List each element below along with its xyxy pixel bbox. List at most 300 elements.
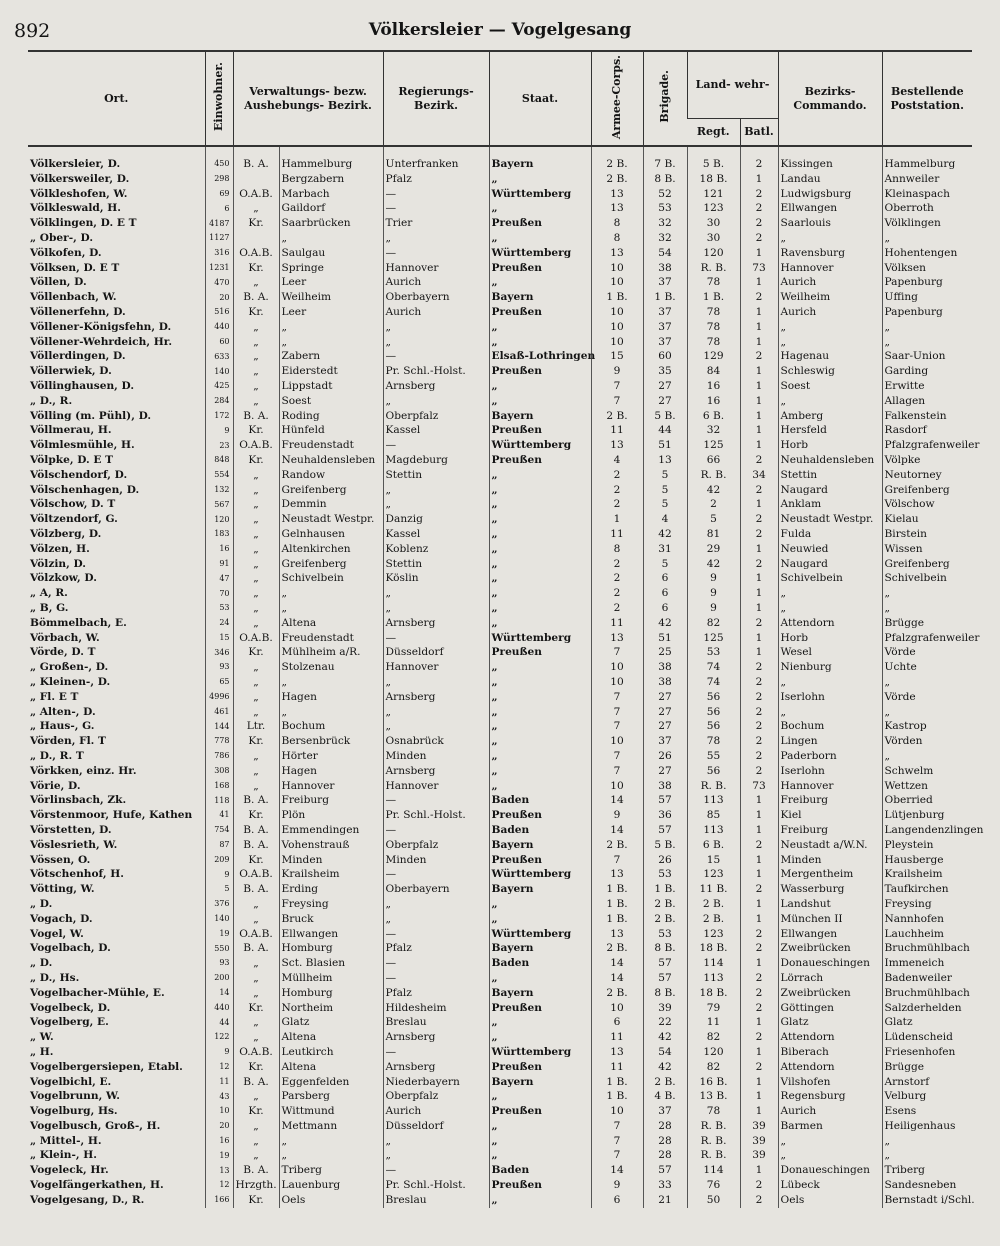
header-regt: Regt. — [687, 119, 740, 147]
cell-batl: 39 — [740, 1134, 778, 1149]
cell-staat: Preußen — [489, 1000, 591, 1015]
cell-ort: Vogeleck, Hr. — [30, 1164, 109, 1177]
cell-amt: B. A. — [233, 409, 279, 424]
cell-regierung: Aurich — [383, 275, 489, 290]
cell-brigade: 27 — [643, 394, 687, 409]
cell-regierung: — — [383, 926, 489, 941]
cell-post: „ — [882, 1148, 972, 1163]
cell-bezirk: Lippstadt — [279, 379, 383, 394]
cell-batl: 2 — [740, 882, 778, 897]
cell-armee: 10 — [591, 734, 643, 749]
cell-commando: „ — [778, 675, 882, 690]
cell-batl: 2 — [740, 146, 778, 172]
cell-staat: Baden — [489, 956, 591, 971]
cell-regierung: Minden — [383, 852, 489, 867]
table-row — [28, 719, 972, 734]
cell-ort: Völkleswald, H. — [30, 202, 121, 215]
cell-armee: 2 B. — [591, 941, 643, 956]
cell-batl: 2 — [740, 1193, 778, 1208]
cell-commando: Ravensburg — [778, 246, 882, 261]
cell-staat: Preußen — [489, 423, 591, 438]
cell-ort: Völschow, D. T — [30, 498, 116, 511]
cell-post: Greifenberg — [882, 557, 972, 572]
table-row — [28, 1163, 972, 1178]
header-armee: Armee-Corps. — [591, 51, 643, 146]
cell-amt: B. A. — [233, 941, 279, 956]
cell-amt: O.A.B. — [233, 187, 279, 202]
cell-post: Annweiler — [882, 172, 972, 187]
cell-einwohner: 23 — [205, 438, 233, 453]
cell-commando: Weilheim — [778, 290, 882, 305]
table-row — [28, 438, 972, 453]
cell-regt: 6 B. — [687, 409, 740, 424]
cell-ort: „ Mittel-, H. — [30, 1134, 102, 1147]
cell-staat: „ — [489, 275, 591, 290]
cell-einwohner: 15 — [205, 631, 233, 646]
cell-batl: 1 — [740, 409, 778, 424]
cell-staat: „ — [489, 719, 591, 734]
cell-einwohner: 470 — [205, 275, 233, 290]
cell-armee: 2 — [591, 571, 643, 586]
cell-batl: 1 — [740, 305, 778, 320]
cell-amt: „ — [233, 349, 279, 364]
cell-brigade: 13 — [643, 453, 687, 468]
cell-staat: Preußen — [489, 1104, 591, 1119]
cell-amt: „ — [233, 690, 279, 705]
cell-armee: 4 — [591, 453, 643, 468]
cell-ort: „ Ober-, D. — [30, 232, 94, 245]
cell-amt: O.A.B. — [233, 1045, 279, 1060]
cell-staat: „ — [489, 1089, 591, 1104]
cell-armee: 11 — [591, 423, 643, 438]
cell-ort: Vörbach, W. — [30, 631, 100, 644]
cell-armee: 7 — [591, 852, 643, 867]
cell-einwohner: 19 — [205, 1148, 233, 1163]
cell-einwohner: 440 — [205, 320, 233, 335]
cell-bezirk: Freudenstadt — [279, 631, 383, 646]
cell-armee: 10 — [591, 261, 643, 276]
cell-ort: Vössen, O. — [30, 853, 91, 866]
cell-commando: „ — [778, 320, 882, 335]
cell-regt: 6 B. — [687, 838, 740, 853]
cell-einwohner: 316 — [205, 246, 233, 261]
cell-bezirk: Randow — [279, 468, 383, 483]
cell-post: „ — [882, 749, 972, 764]
cell-armee: 2 B. — [591, 146, 643, 172]
cell-batl: 2 — [740, 749, 778, 764]
cell-regierung: Trier — [383, 216, 489, 231]
table-row — [28, 409, 972, 424]
table-row — [28, 231, 972, 246]
cell-regierung: „ — [383, 497, 489, 512]
cell-einwohner: 554 — [205, 468, 233, 483]
cell-post: Bruchmühlbach — [882, 986, 972, 1001]
cell-amt: „ — [233, 320, 279, 335]
table-row — [28, 1178, 972, 1193]
table-row — [28, 1104, 972, 1119]
cell-bezirk: Freudenstadt — [279, 438, 383, 453]
cell-post: Bernstadt i/Schl. — [882, 1193, 972, 1208]
cell-bezirk: Gaildorf — [279, 201, 383, 216]
cell-brigade: 33 — [643, 1178, 687, 1193]
cell-ort: Vörstetten, D. — [30, 823, 112, 836]
cell-ort: „ D., Hs. — [30, 971, 80, 984]
cell-bezirk: Hannover — [279, 778, 383, 793]
cell-amt — [233, 172, 279, 187]
cell-armee: 10 — [591, 1000, 643, 1015]
table-row — [28, 793, 972, 808]
cell-staat: „ — [489, 201, 591, 216]
cell-staat: „ — [489, 231, 591, 246]
cell-bezirk: Saulgau — [279, 246, 383, 261]
cell-regt: 81 — [687, 527, 740, 542]
cell-batl: 1 — [740, 275, 778, 290]
cell-post: „ — [882, 335, 972, 350]
cell-bezirk: Freysing — [279, 897, 383, 912]
cell-brigade: 37 — [643, 305, 687, 320]
cell-ort: „ H. — [30, 1045, 54, 1058]
cell-regierung: Pfalz — [383, 941, 489, 956]
cell-staat: Württemberg — [489, 246, 591, 261]
cell-staat: Bayern — [489, 146, 591, 172]
table-row — [28, 749, 972, 764]
cell-amt: „ — [233, 512, 279, 527]
cell-armee: 1 — [591, 512, 643, 527]
cell-ort: „ Fl. E T — [30, 690, 79, 703]
cell-brigade: 52 — [643, 187, 687, 202]
cell-regt: 74 — [687, 675, 740, 690]
cell-ort: Völlen, D. — [30, 276, 87, 289]
cell-post: Völschow — [882, 497, 972, 512]
cell-batl: 2 — [740, 187, 778, 202]
cell-armee: 6 — [591, 1015, 643, 1030]
cell-brigade: 27 — [643, 764, 687, 779]
header-bezirks: Bezirks- Commando. — [778, 51, 882, 146]
cell-einwohner: 346 — [205, 645, 233, 660]
cell-amt: O.A.B. — [233, 867, 279, 882]
cell-regierung: — — [383, 1045, 489, 1060]
cell-ort: „ D., R. — [30, 394, 73, 407]
cell-post: Krailsheim — [882, 867, 972, 882]
cell-batl: 73 — [740, 778, 778, 793]
cell-regt: 30 — [687, 216, 740, 231]
cell-regierung: Pfalz — [383, 986, 489, 1001]
cell-batl: 1 — [740, 852, 778, 867]
cell-regt: 32 — [687, 423, 740, 438]
cell-amt: „ — [233, 557, 279, 572]
cell-regierung: — — [383, 793, 489, 808]
cell-ort: Völmlesmühle, H. — [30, 439, 135, 452]
cell-brigade: 6 — [643, 601, 687, 616]
cell-brigade: 38 — [643, 660, 687, 675]
cell-brigade: 27 — [643, 690, 687, 705]
cell-post: Schwelm — [882, 764, 972, 779]
cell-einwohner: 9 — [205, 867, 233, 882]
cell-regierung: — — [383, 1163, 489, 1178]
cell-armee: 10 — [591, 305, 643, 320]
cell-commando: Freiburg — [778, 793, 882, 808]
cell-einwohner: 20 — [205, 290, 233, 305]
cell-batl: 2 — [740, 616, 778, 631]
cell-batl: 2 — [740, 986, 778, 1001]
cell-armee: 8 — [591, 216, 643, 231]
cell-brigade: 27 — [643, 719, 687, 734]
table-row — [28, 305, 972, 320]
cell-batl: 2 — [740, 704, 778, 719]
cell-amt: Kr. — [233, 453, 279, 468]
cell-bezirk: Oels — [279, 1193, 383, 1208]
table-row — [28, 897, 972, 912]
cell-ort: Völlinghausen, D. — [30, 380, 135, 393]
cell-commando: „ — [778, 335, 882, 350]
cell-batl: 1 — [740, 1104, 778, 1119]
cell-armee: 7 — [591, 704, 643, 719]
cell-commando: Aurich — [778, 1104, 882, 1119]
cell-batl: 2 — [740, 557, 778, 572]
cell-bezirk: Zabern — [279, 349, 383, 364]
header-verwaltung: Verwaltungs- bezw. Aushebungs- Bezirk. — [233, 51, 383, 146]
cell-ort: Völkofen, D. — [30, 246, 102, 259]
cell-regierung: „ — [383, 912, 489, 927]
table-row — [28, 216, 972, 231]
cell-einwohner: 550 — [205, 941, 233, 956]
cell-commando: Donaueschingen — [778, 956, 882, 971]
cell-staat: Bayern — [489, 838, 591, 853]
cell-brigade: 21 — [643, 1193, 687, 1208]
cell-einwohner: 12 — [205, 1178, 233, 1193]
cell-bezirk: Roding — [279, 409, 383, 424]
cell-regt: 29 — [687, 542, 740, 557]
cell-regierung: „ — [383, 897, 489, 912]
cell-batl: 1 — [740, 335, 778, 350]
cell-armee: 1 B. — [591, 1074, 643, 1089]
cell-regierung: Hannover — [383, 660, 489, 675]
cell-regierung: „ — [383, 704, 489, 719]
cell-staat: Preußen — [489, 216, 591, 231]
cell-einwohner: 168 — [205, 778, 233, 793]
cell-einwohner: 5 — [205, 882, 233, 897]
cell-regierung: Hildesheim — [383, 1000, 489, 1015]
cell-batl: 73 — [740, 261, 778, 276]
cell-amt: „ — [233, 483, 279, 498]
cell-regierung: Arnsberg — [383, 1060, 489, 1075]
cell-staat: „ — [489, 704, 591, 719]
cell-commando: Paderborn — [778, 749, 882, 764]
cell-regt: 55 — [687, 749, 740, 764]
cell-post: Kastrop — [882, 719, 972, 734]
cell-brigade: 5 B. — [643, 409, 687, 424]
cell-regt: 82 — [687, 616, 740, 631]
cell-commando: Ellwangen — [778, 201, 882, 216]
cell-armee: 10 — [591, 320, 643, 335]
cell-regt: 114 — [687, 956, 740, 971]
cell-post: „ — [882, 675, 972, 690]
table-row — [28, 675, 972, 690]
cell-staat: „ — [489, 512, 591, 527]
cell-bezirk: Gelnhausen — [279, 527, 383, 542]
cell-staat: „ — [489, 320, 591, 335]
cell-amt: „ — [233, 971, 279, 986]
cell-armee: 6 — [591, 1193, 643, 1208]
cell-staat: „ — [489, 897, 591, 912]
cell-staat: „ — [489, 468, 591, 483]
cell-einwohner: 200 — [205, 971, 233, 986]
cell-bezirk: „ — [279, 231, 383, 246]
cell-amt: „ — [233, 1030, 279, 1045]
table-row — [28, 172, 972, 187]
cell-staat: Württemberg — [489, 631, 591, 646]
cell-einwohner: 6 — [205, 201, 233, 216]
cell-batl: 1 — [740, 912, 778, 927]
cell-bezirk: Minden — [279, 852, 383, 867]
cell-staat: „ — [489, 497, 591, 512]
cell-einwohner: 754 — [205, 823, 233, 838]
cell-regt: 13 B. — [687, 1089, 740, 1104]
table-row — [28, 290, 972, 305]
cell-regt: 9 — [687, 571, 740, 586]
cell-commando: Lörrach — [778, 971, 882, 986]
cell-commando: Naugard — [778, 557, 882, 572]
cell-post: „ — [882, 704, 972, 719]
cell-brigade: 6 — [643, 586, 687, 601]
cell-einwohner: 461 — [205, 704, 233, 719]
cell-ort: „ Alten-, D. — [30, 705, 96, 718]
cell-brigade: 32 — [643, 231, 687, 246]
cell-commando: Soest — [778, 379, 882, 394]
cell-brigade: 37 — [643, 734, 687, 749]
cell-brigade: 22 — [643, 1015, 687, 1030]
table-row — [28, 512, 972, 527]
cell-amt: „ — [233, 542, 279, 557]
cell-commando: Amberg — [778, 409, 882, 424]
cell-armee: 9 — [591, 364, 643, 379]
cell-armee: 11 — [591, 527, 643, 542]
cell-regierung: Kassel — [383, 423, 489, 438]
cell-amt: Ltr. — [233, 719, 279, 734]
cell-brigade: 39 — [643, 1000, 687, 1015]
cell-bezirk: Erding — [279, 882, 383, 897]
cell-regt: 113 — [687, 823, 740, 838]
cell-batl: 2 — [740, 675, 778, 690]
cell-amt: Kr. — [233, 1193, 279, 1208]
cell-batl: 1 — [740, 808, 778, 823]
cell-brigade: 57 — [643, 956, 687, 971]
cell-commando: Kissingen — [778, 146, 882, 172]
cell-staat: Preußen — [489, 261, 591, 276]
cell-ort: Völpke, D. E T — [30, 454, 114, 467]
table-row — [28, 571, 972, 586]
cell-armee: 2 B. — [591, 838, 643, 853]
cell-regt: 113 — [687, 971, 740, 986]
cell-einwohner: 9 — [205, 1045, 233, 1060]
cell-einwohner: 91 — [205, 557, 233, 572]
table-row — [28, 882, 972, 897]
cell-ort: Vogach, D. — [30, 912, 93, 925]
cell-batl: 2 — [740, 527, 778, 542]
table-body — [28, 146, 984, 1208]
cell-einwohner: 425 — [205, 379, 233, 394]
cell-post: Velburg — [882, 1089, 972, 1104]
cell-einwohner: 633 — [205, 349, 233, 364]
cell-commando: Ellwangen — [778, 926, 882, 941]
cell-bezirk: Altena — [279, 1030, 383, 1045]
cell-post: Kleinaspach — [882, 187, 972, 202]
cell-ort: Völschendorf, D. — [30, 468, 128, 481]
cell-bezirk: Schivelbein — [279, 571, 383, 586]
cell-brigade: 57 — [643, 1163, 687, 1178]
cell-amt: B. A. — [233, 823, 279, 838]
cell-armee: 11 — [591, 616, 643, 631]
table-row — [28, 1000, 972, 1015]
cell-staat: Württemberg — [489, 867, 591, 882]
cell-bezirk: Krailsheim — [279, 867, 383, 882]
table-row — [28, 690, 972, 705]
cell-batl: 1 — [740, 246, 778, 261]
cell-bezirk: Hagen — [279, 764, 383, 779]
cell-ort: Völlerdingen, D. — [30, 350, 126, 363]
cell-regt: 11 B. — [687, 882, 740, 897]
cell-armee: 1 B. — [591, 290, 643, 305]
cell-bezirk: Springe — [279, 261, 383, 276]
cell-ort: Völklingen, D. E T — [30, 217, 137, 230]
cell-commando: Neuwied — [778, 542, 882, 557]
cell-commando: Stettin — [778, 468, 882, 483]
cell-brigade: 5 — [643, 483, 687, 498]
cell-bezirk: Leer — [279, 275, 383, 290]
cell-einwohner: 1231 — [205, 261, 233, 276]
table-row — [28, 601, 972, 616]
cell-bezirk: Hagen — [279, 690, 383, 705]
cell-einwohner: 65 — [205, 675, 233, 690]
cell-commando: Iserlohn — [778, 690, 882, 705]
cell-bezirk: Müllheim — [279, 971, 383, 986]
table-row — [28, 645, 972, 660]
cell-commando: Nienburg — [778, 660, 882, 675]
table-row — [28, 146, 972, 172]
table-row — [28, 926, 972, 941]
cell-post: Uchte — [882, 660, 972, 675]
cell-batl: 1 — [740, 542, 778, 557]
cell-commando: Aurich — [778, 305, 882, 320]
cell-amt: „ — [233, 335, 279, 350]
cell-einwohner: 13 — [205, 1163, 233, 1178]
cell-commando: Biberach — [778, 1045, 882, 1060]
cell-brigade: 28 — [643, 1134, 687, 1149]
cell-amt: „ — [233, 660, 279, 675]
table-row — [28, 201, 972, 216]
cell-armee: 10 — [591, 1104, 643, 1119]
cell-regt: 78 — [687, 1104, 740, 1119]
cell-einwohner: 60 — [205, 335, 233, 350]
cell-regierung: „ — [383, 1148, 489, 1163]
cell-regt: 42 — [687, 483, 740, 498]
cell-regt: 50 — [687, 1193, 740, 1208]
cell-batl: 2 — [740, 1030, 778, 1045]
cell-amt: „ — [233, 1089, 279, 1104]
cell-amt: Hrzgth. — [233, 1178, 279, 1193]
cell-ort: Völlenerfehn, D. — [30, 306, 126, 319]
cell-commando: Naugard — [778, 483, 882, 498]
cell-ort: „ D., R. T — [30, 749, 84, 762]
cell-brigade: 37 — [643, 1104, 687, 1119]
cell-batl: 1 — [740, 586, 778, 601]
cell-commando: Minden — [778, 852, 882, 867]
cell-commando: Freiburg — [778, 823, 882, 838]
cell-brigade: 1 B. — [643, 290, 687, 305]
cell-brigade: 26 — [643, 749, 687, 764]
header-post: Bestellende Poststation. — [882, 51, 972, 146]
cell-ort: Völlener-Wehrdeich, Hr. — [30, 335, 173, 348]
